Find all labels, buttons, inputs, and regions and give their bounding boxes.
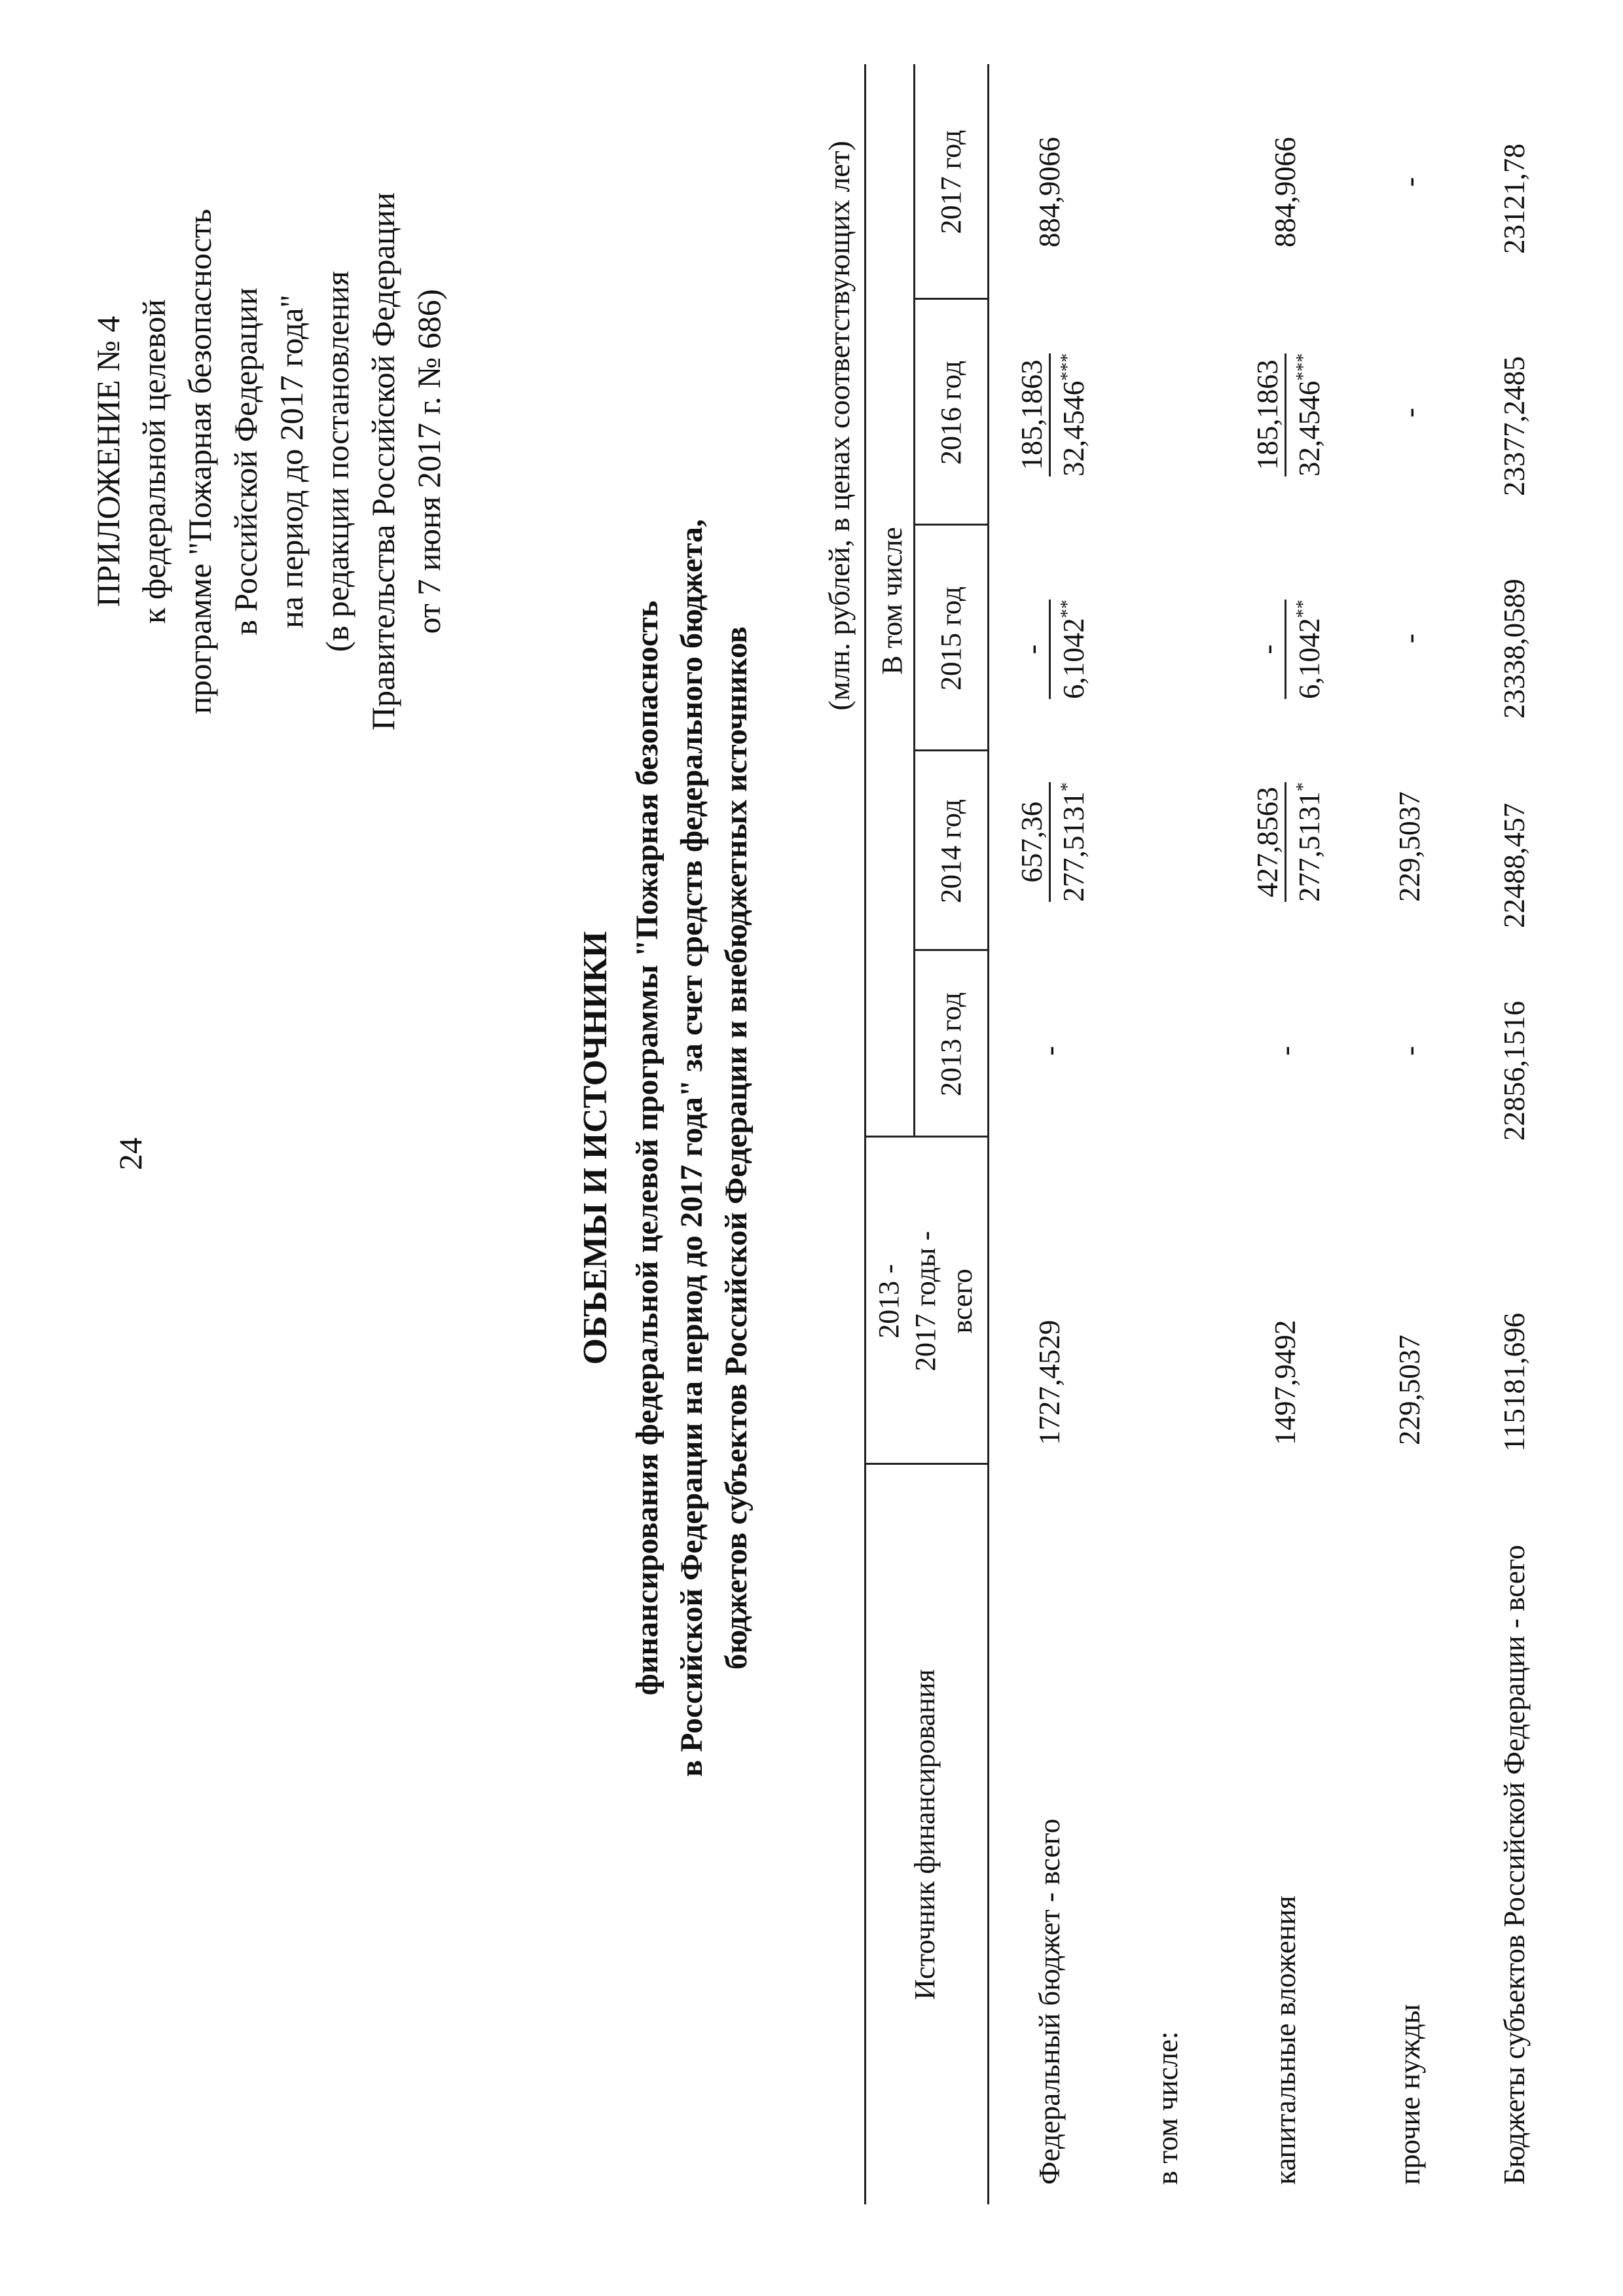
subtitle-line: бюджетов субъектов Российской Федерации и внебюджетных источников	[719, 626, 754, 1670]
row-capital-label: капитальные вложения	[1269, 1895, 1302, 2185]
row-federal-2016	[1015, 353, 1091, 476]
header-total-line: 2017 годы -	[909, 1230, 941, 1372]
row-regional-2015: 23338,0589	[1498, 579, 1531, 719]
header-including: В том числе	[876, 527, 908, 675]
row-capital-2014	[1250, 782, 1326, 902]
appendix-line: в Российской Федерации	[227, 287, 264, 636]
fraction-bottom: 277,5131	[1293, 791, 1326, 902]
fraction-bottom: 32,4546	[1057, 380, 1090, 476]
units-note: (млн. рублей, в ценах соответствующих лет)	[822, 141, 856, 711]
row-federal-2017: 884,9066	[1033, 137, 1066, 247]
header-source: Источник финансирования	[909, 1669, 941, 2000]
row-regional-label: Бюджеты субъектов Российской Федерации - всего	[1498, 1545, 1531, 2185]
row-other-total: 229,5037	[1393, 1335, 1426, 1445]
table-top-border	[864, 64, 866, 2204]
fraction-top: -	[1250, 600, 1286, 699]
row-capital-2017: 884,9066	[1269, 137, 1302, 247]
row-regional-total: 115181,696	[1498, 1312, 1531, 1452]
footnote-mark: ***	[1293, 353, 1313, 381]
header-2016: 2016 год	[935, 360, 967, 465]
fraction-bottom: 32,4546	[1293, 380, 1326, 476]
row-federal-2014	[1015, 782, 1091, 902]
footnote-mark: *	[1293, 782, 1313, 792]
appendix-line: Правительства Российской Федерации	[365, 192, 401, 731]
row-regional-2016: 23377,2485	[1498, 356, 1531, 496]
row-regional-2017: 23121,78	[1498, 143, 1531, 254]
row-capital-2016	[1250, 353, 1326, 476]
row-including-label: в том числе:	[1151, 2031, 1184, 2185]
fraction-bottom: 6,1042	[1057, 618, 1090, 699]
footnote-mark: **	[1057, 600, 1078, 619]
appendix-line: на период до 2017 года"	[273, 295, 310, 628]
footnote-mark: **	[1293, 600, 1313, 619]
subtitle-line: финансирования федеральной целевой программы "Пожарная безопасность	[630, 600, 665, 1696]
header-2013: 2013 год	[935, 992, 967, 1097]
appendix-line: к федеральной целевой	[136, 299, 172, 624]
fraction-top: 185,1863	[1015, 353, 1051, 476]
appendix-line: программе "Пожарная безопасность	[181, 209, 218, 714]
row-federal-total: 1727,4529	[1033, 1319, 1066, 1445]
document-subtitle	[625, 0, 759, 2296]
fraction-top: 657,36	[1015, 782, 1051, 902]
row-other-2017: -	[1393, 177, 1426, 187]
row-capital-2015	[1250, 600, 1326, 699]
header-bottom-border	[987, 64, 989, 2204]
row-other-label: прочие нужды	[1393, 2003, 1426, 2185]
row-federal-2013: -	[1033, 1046, 1066, 1056]
header-total	[871, 1138, 981, 1465]
row-other-2016: -	[1393, 408, 1426, 418]
appendix-block	[85, 134, 452, 789]
including-divider	[913, 64, 915, 1138]
footnote-mark: ***	[1057, 353, 1078, 381]
appendix-line: (в редакции постановления	[319, 270, 356, 653]
document-title: ОБЪЕМЫ И ИСТОЧНИКИ	[577, 931, 614, 1365]
header-2015: 2015 год	[935, 586, 967, 691]
row-other-2014: 229,5037	[1393, 791, 1426, 902]
fraction-bottom: 6,1042	[1293, 618, 1326, 699]
header-total-line: 2013 -	[873, 1264, 905, 1338]
row-regional-2013: 22856,1516	[1498, 1001, 1531, 1141]
appendix-line: от 7 июня 2017 г. № 686)	[410, 289, 447, 634]
footnote-mark: *	[1057, 782, 1078, 792]
header-2017: 2017 год	[935, 130, 967, 234]
page-number: 24	[112, 1138, 149, 1170]
row-capital-total: 1497,9492	[1269, 1319, 1302, 1445]
row-other-2015: -	[1393, 634, 1426, 643]
row-federal-label: Федеральный бюджет - всего	[1033, 1818, 1066, 2185]
subtitle-line: в Российской Федерации на период до 2017 года" за счет средств федерального бюджета,	[674, 519, 709, 1777]
header-total-line: всего	[946, 1268, 978, 1334]
row-federal-2015	[1015, 600, 1091, 699]
row-capital-2013: -	[1269, 1046, 1302, 1056]
fraction-top: -	[1015, 600, 1051, 699]
header-2014: 2014 год	[935, 798, 967, 904]
fraction-bottom: 277,5131	[1057, 791, 1090, 902]
appendix-line: ПРИЛОЖЕНИЕ № 4	[90, 315, 126, 607]
fraction-top: 427,8563	[1250, 782, 1286, 902]
row-regional-2014: 22488,457	[1498, 802, 1531, 928]
row-other-2013: -	[1393, 1046, 1426, 1056]
fraction-top: 185,1863	[1250, 353, 1286, 476]
